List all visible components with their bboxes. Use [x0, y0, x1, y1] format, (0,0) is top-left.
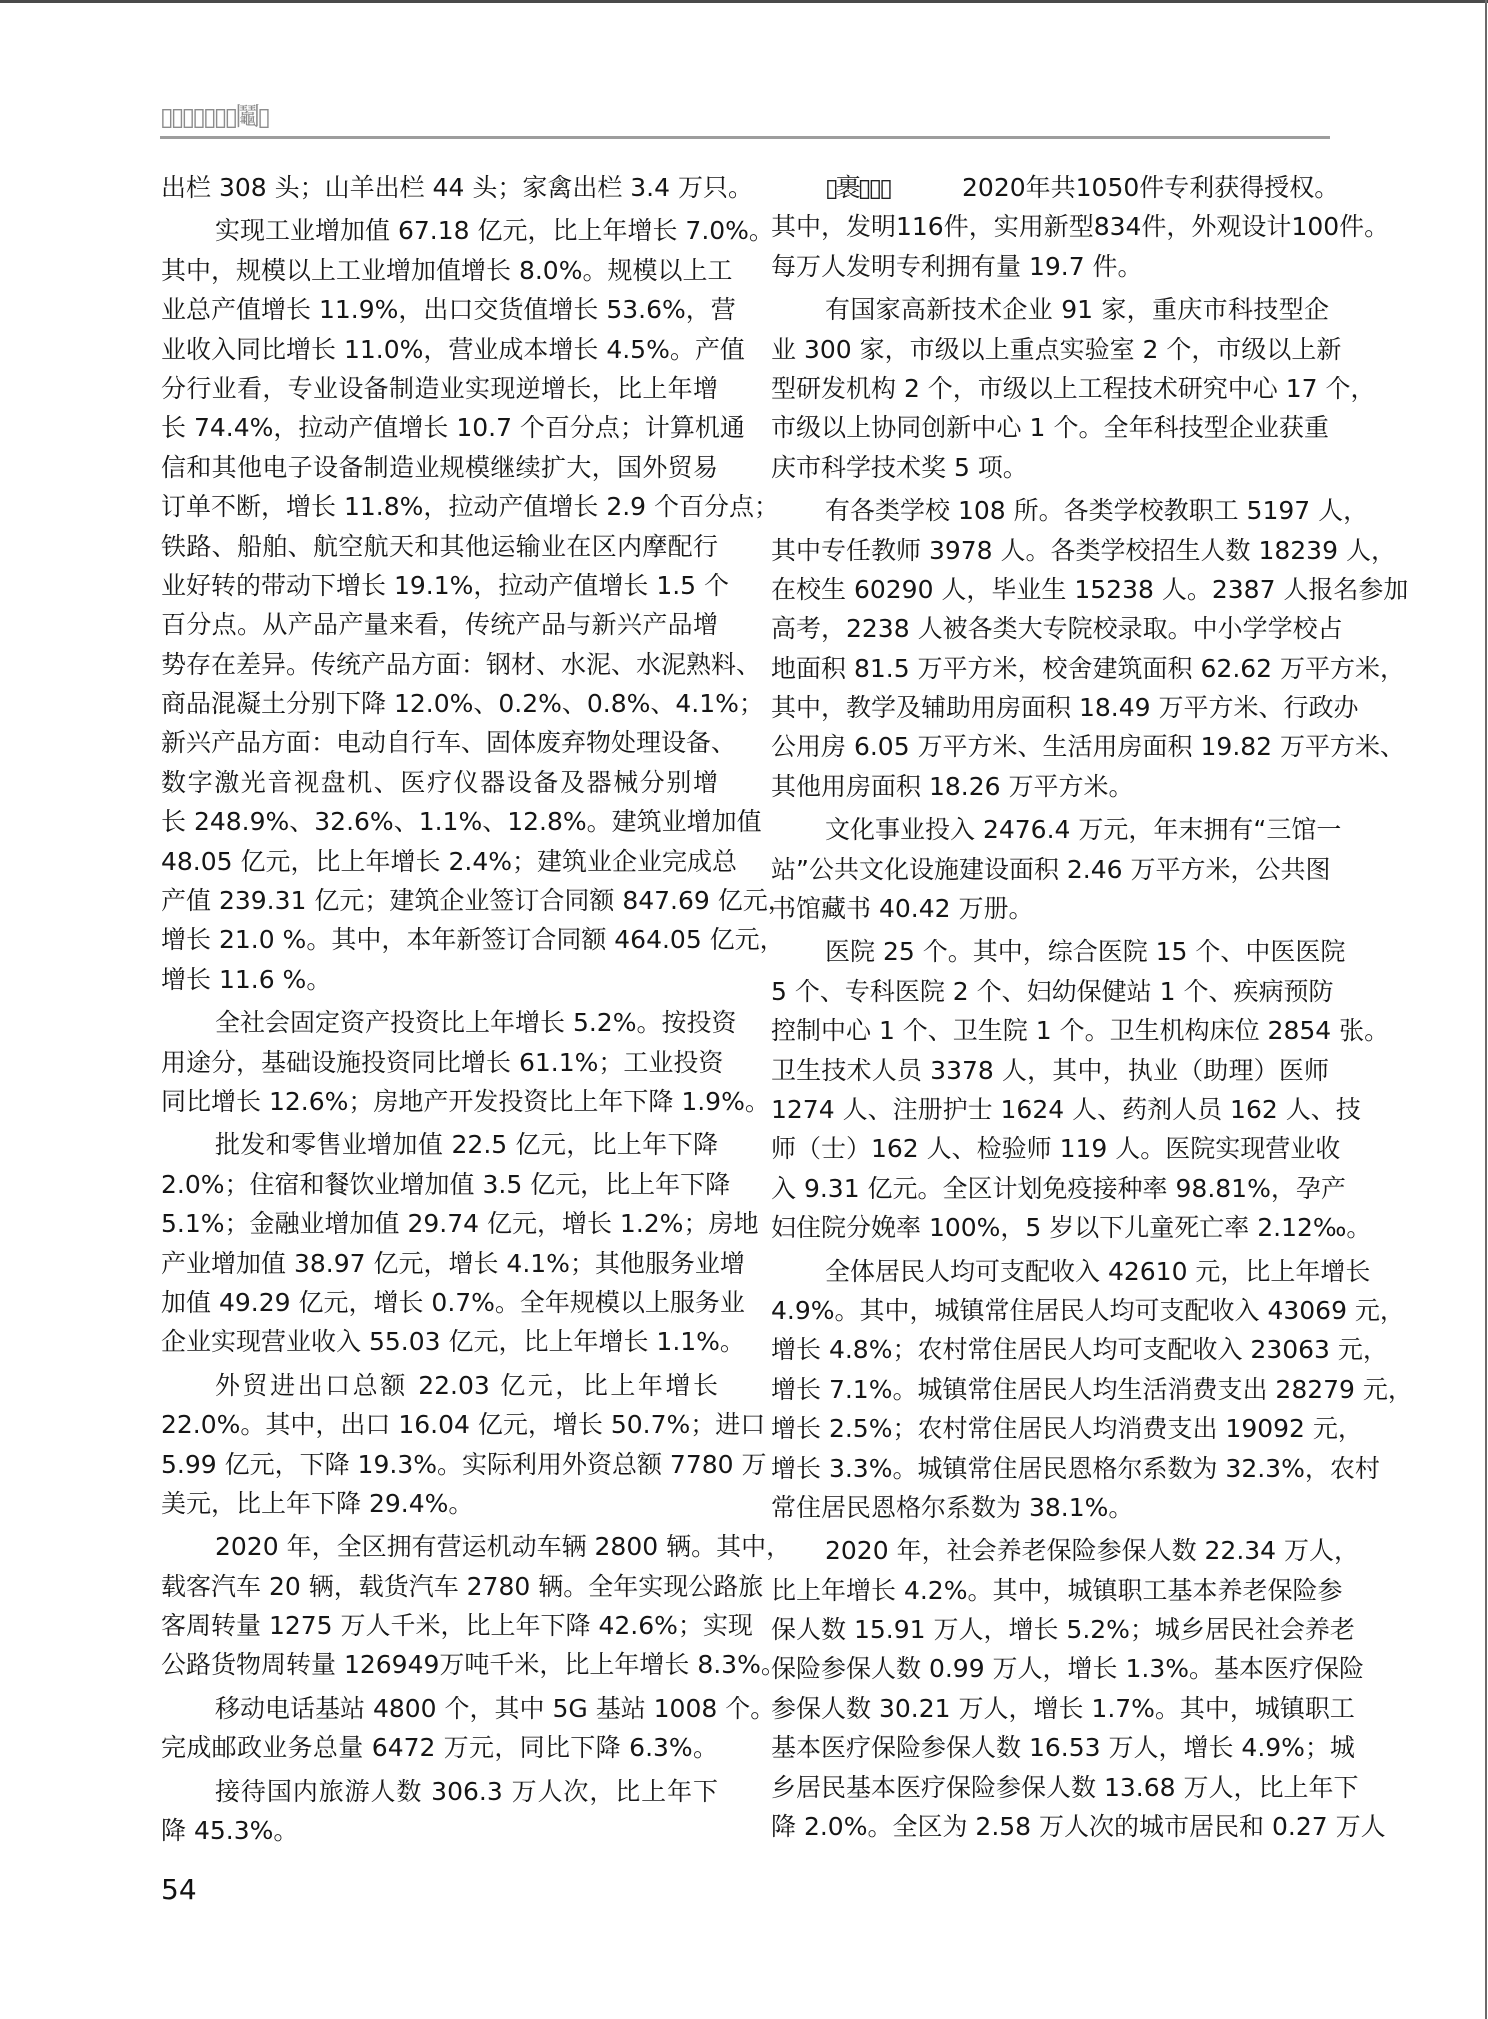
line-text: 数字激光音视盘机、医疗仪器设备及器械分别增 — [161, 767, 718, 797]
text-line — [771, 1610, 1355, 1649]
paragraph — [161, 1003, 770, 1121]
line-text: 全社会固定资产投资比上年增长 5.2%。按投资 — [215, 1008, 737, 1038]
line-text: 增长 11.6 %。 — [161, 964, 332, 994]
line-text: 比上年增长 4.2%。其中，城镇职工基本养老保险参 — [771, 1575, 1343, 1605]
text-line — [771, 330, 1342, 369]
text-line — [771, 1728, 1355, 1767]
text-line — [161, 645, 762, 684]
text-line — [161, 1043, 724, 1082]
line-text: 妇住院分娩率 100%，5 岁以下儿童死亡率 2.12‰。 — [771, 1213, 1372, 1243]
text-line — [771, 290, 1329, 329]
text-line — [161, 920, 785, 959]
line-text: 5 个、专科医院 2 个、妇幼保健站 1 个、疾病预防 — [771, 976, 1334, 1006]
line-text: 保人数 15.91 万人，增长 5.2%；城乡居民社会养老 — [771, 1615, 1355, 1645]
text-line — [771, 1370, 1413, 1409]
line-text: 长 248.9%、32.6%、1.1%、12.8%。建筑业增加值 — [161, 807, 762, 837]
text-line — [161, 1082, 770, 1121]
running-header: ▯▯▯▯▯▯▯鬮▯ — [160, 102, 269, 131]
text-line — [771, 1129, 1341, 1168]
line-text: 势存在差异。传统产品方面：钢材、水泥、水泥熟料、 — [161, 649, 762, 679]
text-line — [771, 810, 1342, 849]
line-text: 2020年共1050件专利获得授权。 — [962, 173, 1340, 202]
line-text: 移动电话基站 4800 个，其中 5G 基站 1008 个。 — [215, 1693, 776, 1723]
line-text: 企业实现营业收入 55.03 亿元，比上年增长 1.1%。 — [161, 1327, 745, 1357]
text-line — [771, 1330, 1388, 1369]
line-text: 客周转量 1275 万人千米，比上年下降 42.6%；实现 — [161, 1611, 753, 1641]
line-text: 实现工业增加值 67.18 亿元，比上年增长 7.0%。 — [215, 216, 774, 246]
line-text: 高考，2238 人被各类大专院校录取。中小学学校占 — [771, 614, 1343, 644]
line-text: 4.9%。其中，城镇常住居民人均可支配收入 43069 元， — [771, 1295, 1405, 1325]
text-line — [771, 932, 1346, 971]
text-line — [161, 723, 737, 762]
text-line — [771, 850, 1329, 889]
line-text: 百分点。从产品产量来看，传统产品与新兴产品增 — [161, 610, 718, 640]
line-text: 市级以上协同创新中心 1 个。全年科技型企业获重 — [771, 413, 1329, 443]
line-text: 庆市科学技术奖 5 项。 — [771, 452, 1028, 482]
text-line — [771, 1409, 1363, 1448]
line-text: 有各类学校 108 所。各类学校教职工 5197 人， — [825, 496, 1369, 526]
line-text: 增长 4.8%；农村常住居民人均可支配收入 23063 元， — [771, 1335, 1388, 1365]
paragraph — [161, 1366, 767, 1524]
text-line — [161, 1811, 718, 1850]
text-line — [161, 1606, 753, 1645]
text-line — [771, 1090, 1361, 1129]
line-text: 外贸进出口总额 22.03 亿元，比上年增长 — [215, 1370, 718, 1400]
paragraph — [161, 1772, 718, 1851]
page-top-border — [0, 0, 1488, 3]
text-line — [161, 1244, 745, 1283]
text-line — [161, 330, 745, 369]
line-text: 参保人数 30.21 万人，增长 1.7%。其中，城镇职工 — [771, 1693, 1355, 1723]
line-text: 接待国内旅游人数 306.3 万人次，比上年下 — [215, 1776, 718, 1806]
line-text: 师（士）162 人、检验师 119 人。医院实现营业收 — [771, 1134, 1341, 1164]
text-line — [771, 531, 1396, 570]
line-text: 其中，教学及辅助用房面积 18.49 万平方米、行政办 — [771, 693, 1359, 723]
right-column — [771, 168, 1413, 1846]
line-text: 卫生技术人员 3378 人，其中，执业（助理）医师 — [771, 1055, 1329, 1085]
text-line — [161, 1283, 745, 1322]
line-text: 22.0%。其中，出口 16.04 亿元，增长 50.7%；进口 — [161, 1410, 766, 1440]
line-text: 5.1%；金融业增加值 29.74 亿元，增长 1.2%；房地 — [161, 1209, 759, 1239]
text-line — [771, 491, 1369, 530]
text-line — [771, 247, 1329, 286]
line-text: 控制中心 1 个、卫生院 1 个。卫生机构床位 2854 张。 — [771, 1016, 1390, 1046]
line-text: 乡居民基本医疗保险参保人数 13.68 万人，比上年下 — [771, 1772, 1359, 1802]
line-text: 美元，比上年下降 29.4%。 — [161, 1488, 474, 1518]
text-line — [161, 1645, 786, 1684]
line-text: 常住居民恩格尔系数为 38.1%。 — [771, 1492, 1134, 1522]
text-line — [161, 1125, 718, 1164]
line-text: 医院 25 个。其中，综合医院 15 个、中医医院 — [825, 937, 1346, 967]
paragraph — [771, 1531, 1386, 1846]
text-line — [161, 1405, 766, 1444]
text-line — [161, 1003, 737, 1042]
text-line — [771, 889, 1329, 928]
text-line — [771, 1252, 1371, 1291]
paragraph — [771, 810, 1342, 928]
line-text: 每万人发明专利拥有量 19.7 件。 — [771, 251, 1143, 281]
paragraph — [771, 491, 1409, 806]
paragraph — [161, 1527, 792, 1685]
paragraph — [161, 1689, 776, 1768]
paragraph — [771, 1252, 1413, 1528]
line-text: 信和其他电子设备制造业规模继续扩大，国外贸易 — [161, 452, 718, 482]
line-text: 铁路、船舶、航空航天和其他运输业在区内摩配行 — [161, 531, 718, 561]
text-line — [161, 290, 736, 329]
text-line — [771, 369, 1376, 408]
line-text: 1274 人、注册护士 1624 人、药剂人员 162 人、技 — [771, 1094, 1361, 1124]
line-text: 基本医疗保险参保人数 16.53 万人，增长 4.9%；城 — [771, 1733, 1355, 1763]
text-line — [161, 1728, 718, 1767]
line-text: 48.05 亿元，比上年增长 2.4%；建筑业企业完成总 — [161, 846, 737, 876]
paragraph — [771, 932, 1390, 1247]
paragraph — [161, 168, 753, 207]
text-line — [771, 1051, 1329, 1090]
text-line — [771, 609, 1343, 648]
line-text: 载客汽车 20 辆，载货汽车 2780 辆。全年实现公路旅 — [161, 1571, 764, 1601]
line-text: 5.99 亿元，下降 19.3%。实际利用外资总额 7780 万 — [161, 1449, 767, 1479]
line-text: 完成邮政业务总量 6472 万元，同比下降 6.3%。 — [161, 1733, 718, 1763]
line-text: 出栏 308 头；山羊出栏 44 头；家禽出栏 3.4 万只。 — [161, 173, 753, 202]
paragraph — [771, 290, 1376, 487]
line-text: 加值 49.29 亿元，增长 0.7%。全年规模以上服务业 — [161, 1287, 745, 1317]
line-text: 公路货物周转量 126949万吨千米，比上年增长 8.3%。 — [161, 1650, 786, 1680]
text-line — [771, 448, 1329, 487]
text-line — [771, 972, 1334, 1011]
text-line — [161, 251, 733, 290]
line-text: 分行业看，专业设备制造业实现逆增长，比上年增 — [161, 373, 718, 403]
line-text: 业 300 家，市级以上重点实验室 2 个，市级以上新 — [771, 334, 1342, 364]
text-line — [771, 168, 1340, 207]
text-line — [161, 1204, 759, 1243]
text-line — [771, 727, 1406, 766]
line-text: 其中，规模以上工业增加值增长 8.0%。规模以上工 — [161, 255, 733, 285]
line-text: 订单不断，增长 11.8%，拉动产值增长 2.9 个百分点； — [161, 492, 780, 522]
line-text: 业好转的带动下增长 19.1%，拉动产值增长 1.5 个 — [161, 570, 730, 600]
line-text: 用途分，基础设施投资同比增长 61.1%；工业投资 — [161, 1047, 724, 1077]
line-text: 增长 21.0 %。其中，本年新签订合同额 464.05 亿元， — [161, 925, 785, 955]
line-text: 产值 239.31 亿元；建筑企业签订合同额 847.69 亿元， — [161, 886, 793, 916]
text-line — [161, 802, 762, 841]
text-line — [161, 960, 718, 999]
line-text: 业总产值增长 11.9%，出口交货值增长 53.6%，营 — [161, 295, 736, 325]
line-text: 业收入同比增长 11.0%，营业成本增长 4.5%。产值 — [161, 334, 745, 364]
line-text: 其他用房面积 18.26 万平方米。 — [771, 771, 1134, 801]
text-line — [161, 168, 753, 207]
line-text: 增长 7.1%。城镇常住居民人均生活消费支出 28279 元， — [771, 1374, 1413, 1404]
line-text: 长 74.4%，拉动产值增长 10.7 个百分点；计算机通 — [161, 413, 745, 443]
line-text: 2020 年，全区拥有营运机动车辆 2800 辆。其中， — [215, 1532, 792, 1562]
line-text: 批发和零售业增加值 22.5 亿元，比上年下降 — [215, 1130, 718, 1160]
line-text: 2.0%；住宿和餐饮业增加值 3.5 亿元，比上年下降 — [161, 1169, 731, 1199]
line-text: 有国家高新技术企业 91 家，重庆市科技型企 — [825, 295, 1329, 325]
text-line — [161, 842, 737, 881]
text-line — [161, 1689, 776, 1728]
line-text: 书馆藏书 40.42 万册。 — [771, 894, 1034, 924]
text-line — [771, 207, 1390, 246]
text-line — [161, 1165, 731, 1204]
text-line — [771, 1571, 1343, 1610]
page-right-border — [1485, 0, 1487, 2019]
left-column — [161, 168, 793, 1850]
line-text: 文化事业投入 2476.4 万元，年末拥有“三馆一 — [825, 815, 1342, 845]
text-line — [161, 1484, 718, 1523]
line-text: 在校生 60290 人，毕业生 15238 人。2387 人报名参加 — [771, 574, 1409, 604]
line-text: 2020 年，社会养老保险参保人数 22.34 万人， — [825, 1536, 1360, 1566]
line-text: 商品混凝土分别下降 12.0%、0.2%、0.8%、4.1%； — [161, 689, 764, 719]
line-text: 其中，发明116件，实用新型834件，外观设计100件。 — [771, 212, 1390, 242]
text-line — [771, 570, 1409, 609]
line-text: 新兴产品方面：电动自行车、固体废弃物处理设备、 — [161, 728, 737, 758]
line-text: 保险参保人数 0.99 万人，增长 1.3%。基本医疗保险 — [771, 1654, 1365, 1684]
paragraph — [161, 211, 793, 999]
text-line — [771, 1291, 1405, 1330]
text-line — [161, 369, 718, 408]
text-line — [771, 1208, 1372, 1247]
text-line — [161, 448, 718, 487]
line-text: 全体居民人均可支配收入 42610 元，比上年增长 — [825, 1256, 1371, 1286]
text-line — [161, 1772, 718, 1811]
text-line — [161, 566, 730, 605]
text-line — [771, 688, 1359, 727]
text-line — [161, 684, 764, 723]
line-text: 入 9.31 亿元。全区计划免疫接种率 98.81%，孕产 — [771, 1173, 1346, 1203]
text-line — [161, 1445, 767, 1484]
text-line — [771, 1011, 1390, 1050]
text-line — [771, 767, 1329, 806]
text-line — [771, 1768, 1359, 1807]
line-text: 公用房 6.05 万平方米、生活用房面积 19.82 万平方米、 — [771, 732, 1406, 762]
text-line — [771, 1449, 1380, 1488]
page-number: 54 — [161, 1873, 197, 1906]
line-text: 其中专任教师 3978 人。各类学校招生人数 18239 人， — [771, 535, 1396, 565]
line-text: 降 45.3%。 — [161, 1816, 299, 1846]
line-text: 增长 2.5%；农村常住居民人均消费支出 19092 元， — [771, 1414, 1363, 1444]
line-text: 产业增加值 38.97 亿元，增长 4.1%；其他服务业增 — [161, 1248, 745, 1278]
text-line — [161, 1567, 764, 1606]
line-text: 地面积 81.5 万平方米，校舍建筑面积 62.62 万平方米， — [771, 653, 1406, 683]
paragraph — [771, 168, 1390, 286]
text-line — [161, 763, 718, 802]
text-line — [161, 605, 718, 644]
line-text: 增长 3.3%。城镇常住居民恩格尔系数为 32.3%，农村 — [771, 1453, 1380, 1483]
text-line — [161, 408, 745, 447]
text-line — [771, 1649, 1365, 1688]
text-line — [771, 408, 1329, 447]
text-line — [161, 1322, 745, 1361]
line-text: 同比增长 12.6%；房地产开发投资比上年下降 1.9%。 — [161, 1086, 770, 1116]
text-line — [771, 1169, 1346, 1208]
line-text: 站”公共文化设施建设面积 2.46 万平方米，公共图 — [771, 854, 1331, 884]
text-line — [161, 211, 774, 250]
text-line — [771, 1531, 1360, 1570]
text-line — [161, 487, 780, 526]
section-label: ▯裹▯▯▯ — [825, 173, 891, 202]
header-rule — [160, 136, 1330, 139]
paragraph — [161, 1125, 759, 1361]
line-text: 降 2.0%。全区为 2.58 万人次的城市居民和 0.27 万人 — [771, 1812, 1386, 1842]
text-line — [161, 527, 718, 566]
text-line — [161, 1366, 718, 1405]
text-line — [771, 1807, 1386, 1846]
line-text: 型研发机构 2 个，市级以上工程技术研究中心 17 个， — [771, 373, 1376, 403]
text-line — [771, 1488, 1329, 1527]
text-line — [161, 1527, 792, 1566]
text-line — [771, 649, 1406, 688]
text-line — [161, 881, 793, 920]
text-line — [771, 1689, 1355, 1728]
